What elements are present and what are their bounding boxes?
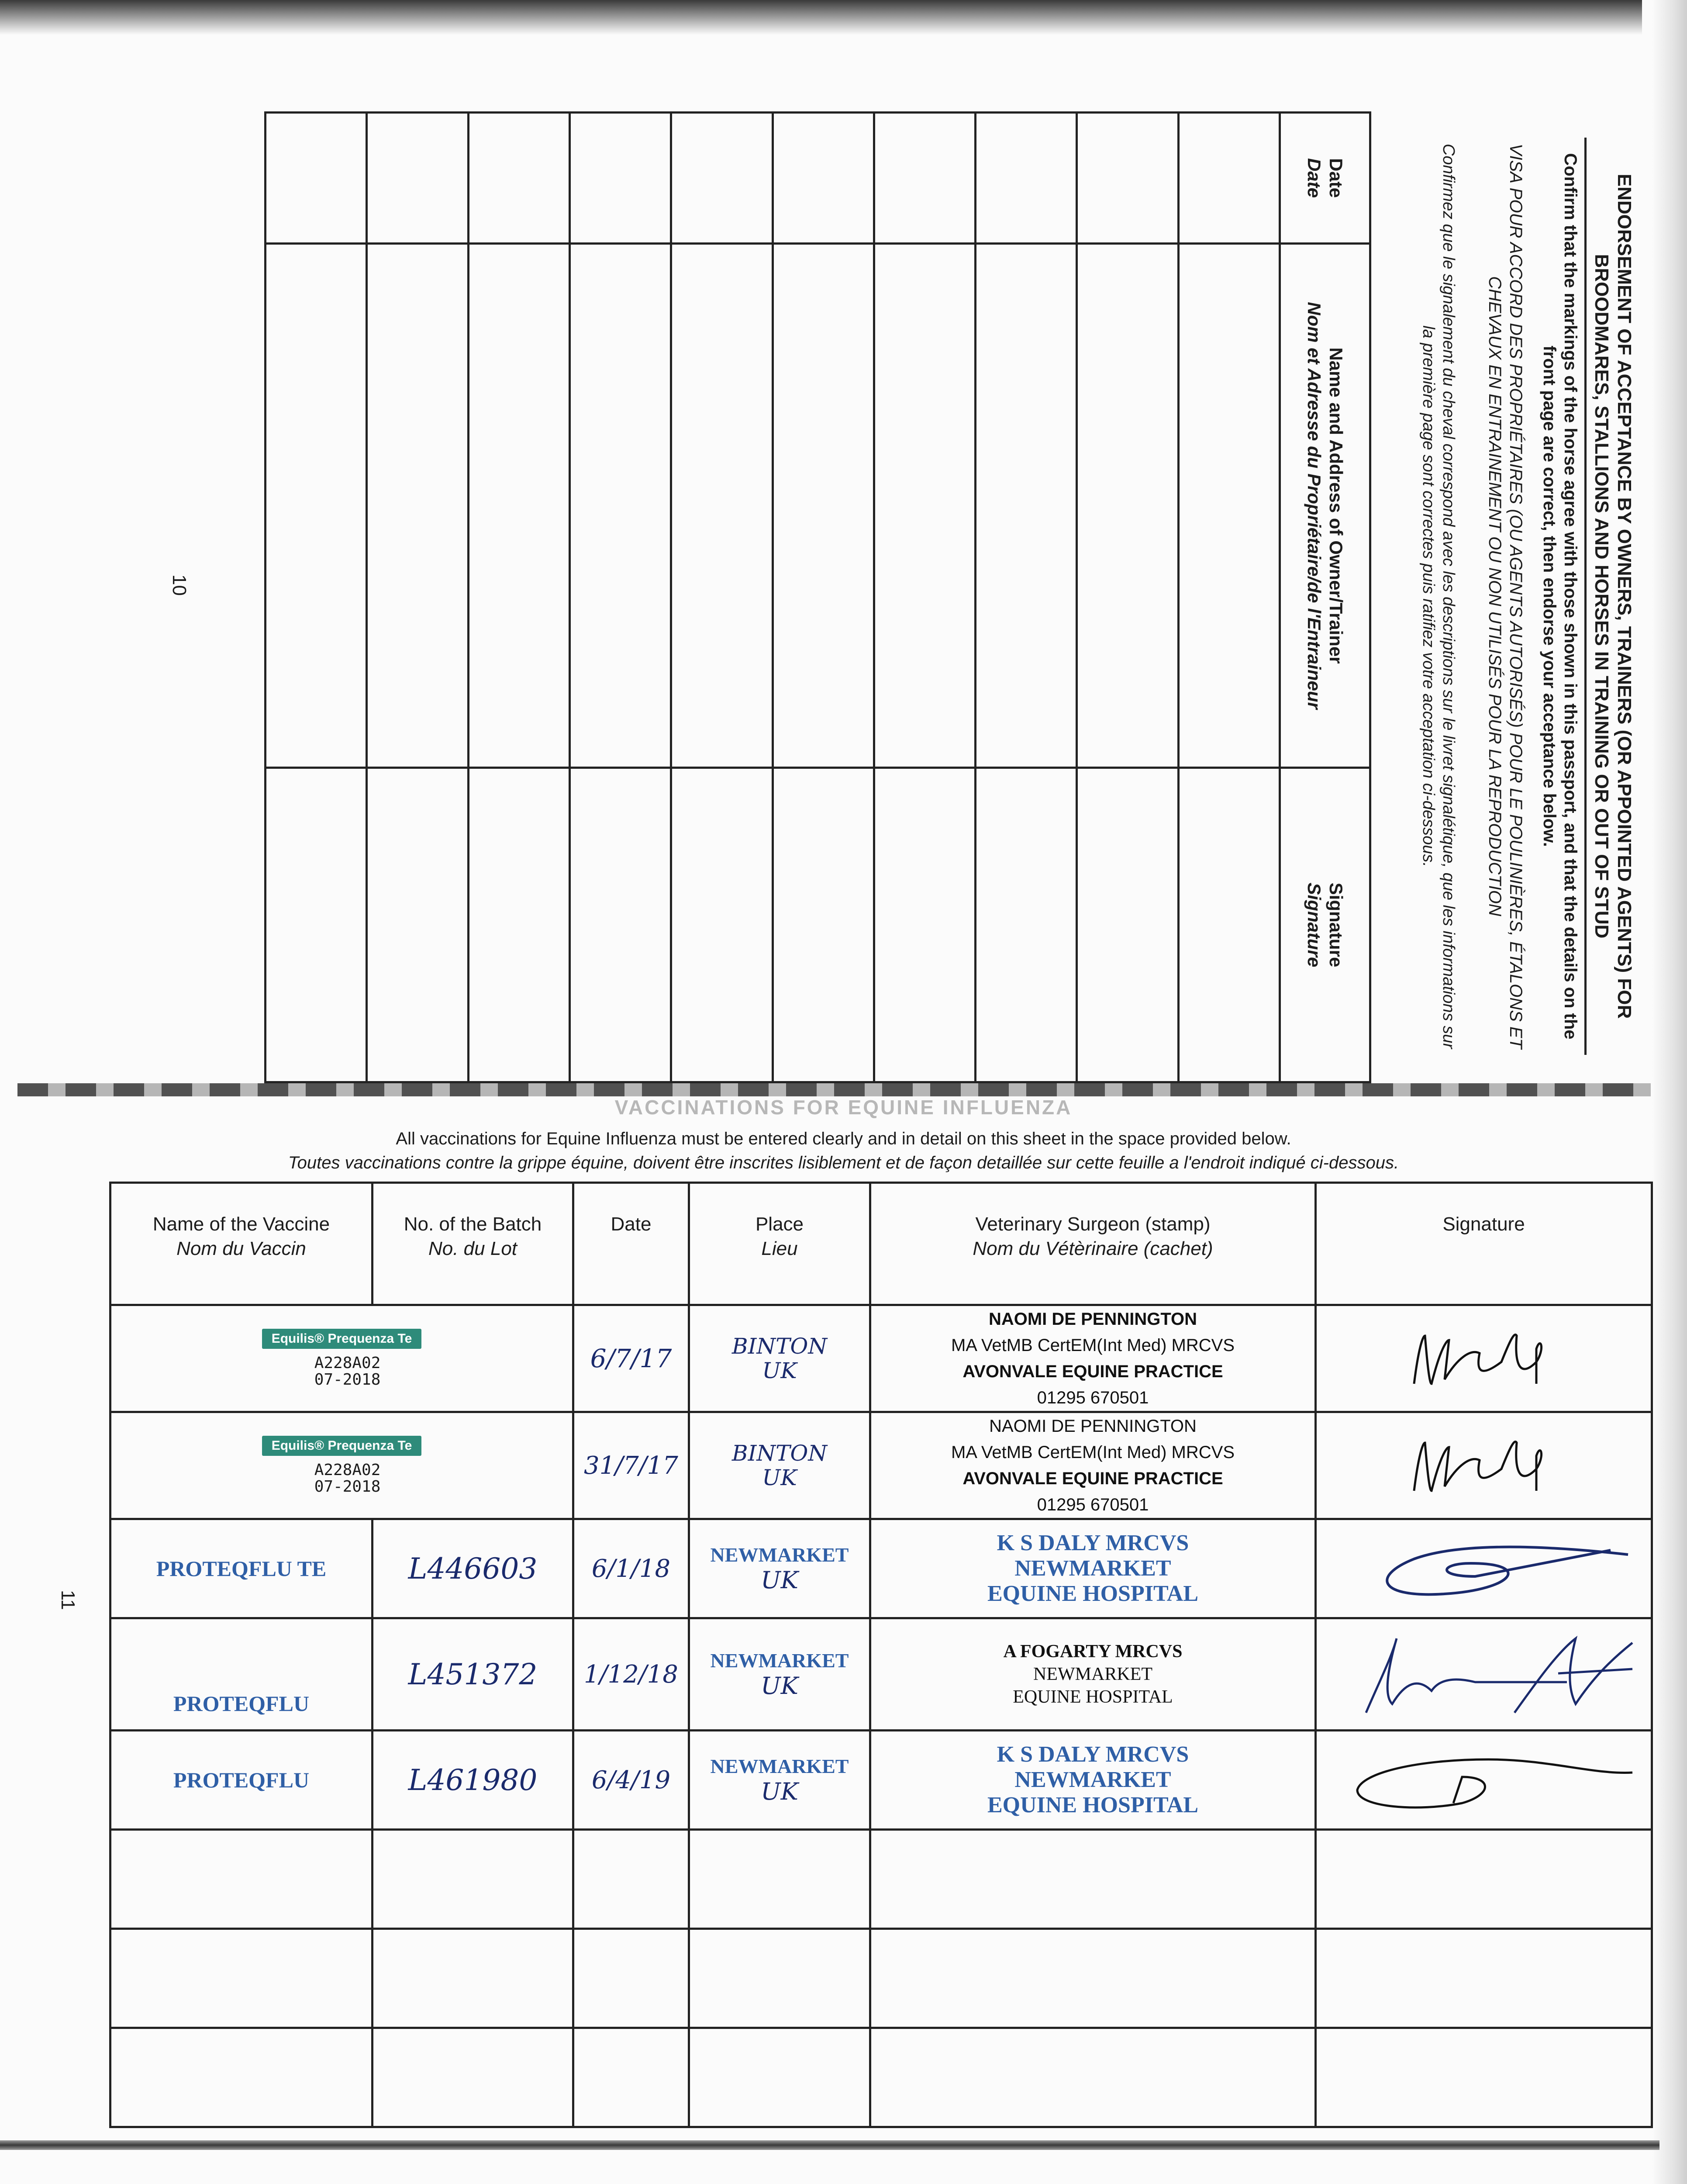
vaccine-name: PROTEQFLU bbox=[110, 1731, 373, 1830]
vet-signature bbox=[1316, 1731, 1652, 1830]
endorsement-row bbox=[773, 113, 874, 1082]
vaccinations-title: VACCINATIONS FOR EQUINE INFLUENZA bbox=[614, 1096, 1073, 1119]
vaccination-row-empty bbox=[110, 1830, 1652, 1929]
vaccine-sticker-label bbox=[110, 1305, 573, 1412]
endorsement-row bbox=[468, 113, 569, 1082]
vaccination-date: 6/4/19 bbox=[573, 1731, 689, 1830]
vaccination-header-row bbox=[110, 1183, 1652, 1305]
endorsement-instruction-fr: Confirmez que le signalement du cheval correspond avec les descriptions sur le livret signalétique, que les informations sur la première page sont correctes puis ratifiez votre acceptation ci-dessous. bbox=[1419, 143, 1458, 1049]
vaccination-row bbox=[110, 1618, 1652, 1731]
vaccine-name: PROTEQFLU bbox=[110, 1618, 373, 1731]
page-number-10: 10 bbox=[169, 574, 190, 596]
endorsement-row bbox=[367, 113, 468, 1082]
vaccinations-note-fr: Toutes vaccinations contre la grippe équine, doivent être inscrites lisiblement et de façon detaillée sur cette feuille a l'endroit indiqué ci-dessous. bbox=[288, 1153, 1399, 1172]
signature-scribble-icon bbox=[1331, 1528, 1637, 1607]
vaccination-place: NEWMARKET UK bbox=[689, 1731, 870, 1830]
sticker-brand: Equilis® Prequenza Te bbox=[262, 1329, 422, 1349]
col-vet: Veterinary Surgeon (stamp) Nom du Vétèrinaire (cachet) bbox=[870, 1183, 1316, 1305]
vet-stamp: K S DALY MRCVS NEWMARKET EQUINE HOSPITAL bbox=[870, 1519, 1316, 1618]
vaccination-place: NEWMARKET UK bbox=[689, 1618, 870, 1731]
batch-number: L446603 bbox=[373, 1519, 573, 1618]
vaccination-place: BINTON UK bbox=[689, 1412, 870, 1519]
col-date: Date bbox=[573, 1183, 689, 1305]
endorsement-row bbox=[874, 113, 975, 1082]
vet-signature bbox=[1316, 1412, 1652, 1519]
vet-signature bbox=[1316, 1618, 1652, 1731]
endorsement-instruction-en: Confirm that the markings of the horse agree with those shown in this passport, and that the details on the front page are correct, then endorse your acceptance below. bbox=[1540, 153, 1580, 1040]
vet-signature bbox=[1316, 1519, 1652, 1618]
vaccine-name: PROTEQFLU TE bbox=[110, 1519, 373, 1618]
vaccination-table bbox=[109, 1182, 1653, 2128]
sticker-brand: Equilis® Prequenza Te bbox=[262, 1436, 422, 1456]
endorsement-title: ENDORSEMENT OF ACCEPTANCE BY OWNERS, TRAINERS (OR APPOINTED AGENTS) FOR BROODMARES, STALLIONS AND HORSES IN TRAINING OR OUT OF STUD bbox=[1591, 173, 1635, 1019]
vet-stamp: NAOMI DE PENNINGTON MA VetMB CertEM(Int Med) MRCVS AVONVALE EQUINE PRACTICE 01295 670501 bbox=[870, 1412, 1316, 1519]
vaccination-row bbox=[110, 1519, 1652, 1618]
vaccination-date: 6/1/18 bbox=[573, 1519, 689, 1618]
vaccination-place: NEWMARKET UK bbox=[689, 1519, 870, 1618]
endorsement-row bbox=[976, 113, 1077, 1082]
endorsement-table bbox=[264, 111, 1371, 1083]
endorsement-section bbox=[142, 111, 1635, 1081]
sticker-exp: 07-2018 bbox=[314, 1371, 381, 1389]
endorsement-col-date: Date Date bbox=[1280, 113, 1370, 244]
vet-signature bbox=[1316, 1305, 1652, 1412]
endorsement-col-signature: Signature Signature bbox=[1280, 768, 1370, 1082]
col-batch: No. of the Batch No. du Lot bbox=[373, 1183, 573, 1305]
signature-scribble-icon bbox=[1405, 1430, 1563, 1500]
vaccination-place: BINTON UK bbox=[689, 1305, 870, 1412]
vaccination-row bbox=[110, 1412, 1652, 1519]
signature-scribble-icon bbox=[1331, 1742, 1637, 1816]
vaccinations-note-en: All vaccinations for Equine Influenza must be entered clearly and in detail on this sheet in the space provided below. bbox=[396, 1129, 1291, 1148]
scan-edge-bottom bbox=[0, 2140, 1659, 2150]
endorsement-row bbox=[1077, 113, 1178, 1082]
vaccination-row-empty bbox=[110, 2028, 1652, 2127]
vaccine-sticker-label bbox=[110, 1412, 573, 1519]
scan-edge-right bbox=[1652, 0, 1687, 2184]
endorsement-row bbox=[1178, 113, 1280, 1082]
title-rule bbox=[1584, 138, 1587, 1055]
sticker-exp: 07-2018 bbox=[314, 1478, 381, 1496]
page-fold-divider bbox=[17, 1083, 1651, 1096]
endorsement-col-name: Name and Address of Owner/Trainer Nom et Adresse du Propriétaire/de l'Entraineur bbox=[1280, 244, 1370, 768]
vaccination-row bbox=[110, 1305, 1652, 1412]
scan-edge-top bbox=[0, 0, 1642, 35]
vaccination-row-empty bbox=[110, 1929, 1652, 2028]
endorsement-header-row bbox=[1280, 113, 1370, 1082]
vaccination-date: 31/7/17 bbox=[573, 1412, 689, 1519]
col-vaccine: Name of the Vaccine Nom du Vaccin bbox=[110, 1183, 373, 1305]
col-place: Place Lieu bbox=[689, 1183, 870, 1305]
endorsement-row bbox=[569, 113, 671, 1082]
vet-stamp: K S DALY MRCVS NEWMARKET EQUINE HOSPITAL bbox=[870, 1731, 1316, 1830]
vaccination-date: 1/12/18 bbox=[573, 1618, 689, 1731]
vaccination-row bbox=[110, 1731, 1652, 1830]
sticker-lot: A228A02 bbox=[314, 1461, 381, 1479]
sticker-lot: A228A02 bbox=[314, 1354, 381, 1372]
endorsement-row bbox=[671, 113, 773, 1082]
vet-stamp: A FOGARTY MRCVS NEWMARKET EQUINE HOSPITAL bbox=[870, 1618, 1316, 1731]
signature-scribble-icon bbox=[1331, 1630, 1637, 1717]
vaccination-date: 6/7/17 bbox=[573, 1305, 689, 1412]
batch-number: L451372 bbox=[373, 1618, 573, 1731]
col-signature: Signature bbox=[1316, 1183, 1652, 1305]
endorsement-title-fr: VISA POUR ACCORD DES PROPRIÉTAIRES (OU AGENTS AUTORISÉS) POUR LE POULINIÈRES, ÉTALONS ET CHEVAUX EN ENTRAINEMENT OU NON UTILISÉS POUR LA REPRODUCTION bbox=[1485, 143, 1525, 1049]
page-number-11: 11 bbox=[57, 1590, 79, 1610]
signature-scribble-icon bbox=[1405, 1323, 1563, 1393]
vet-stamp: NAOMI DE PENNINGTON MA VetMB CertEM(Int Med) MRCVS AVONVALE EQUINE PRACTICE 01295 670501 bbox=[870, 1305, 1316, 1412]
endorsement-row bbox=[266, 113, 367, 1082]
batch-number: L461980 bbox=[373, 1731, 573, 1830]
